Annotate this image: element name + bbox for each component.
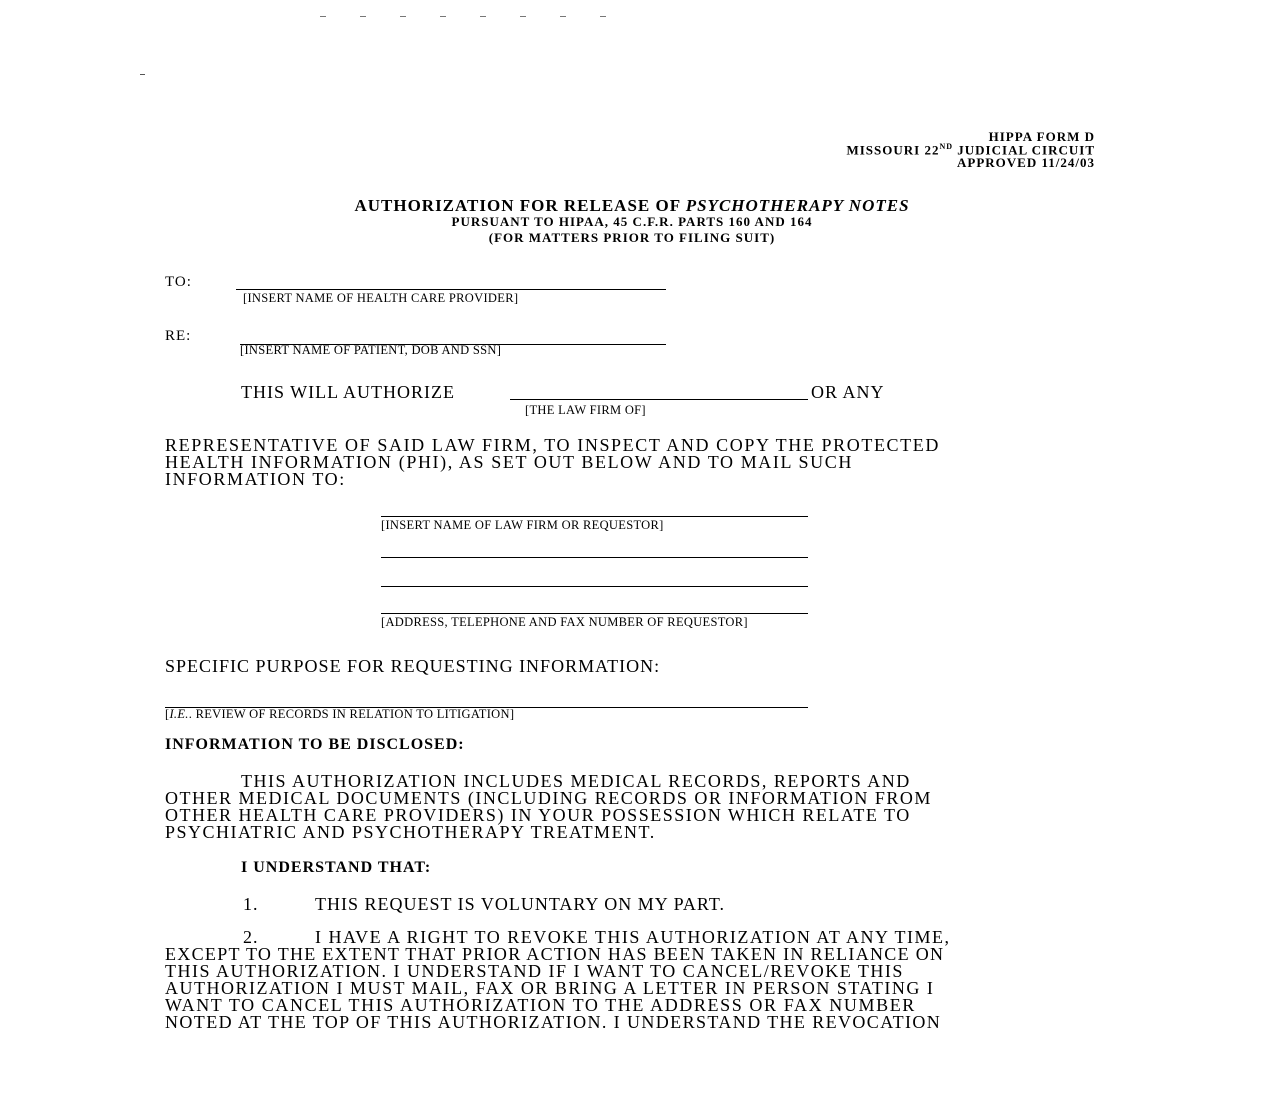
requestor-address-field[interactable]: [381, 586, 808, 587]
re-hint: [INSERT NAME OF PATIENT, DOB AND SSN]: [240, 343, 502, 357]
disclosed-line: OTHER HEALTH CARE PROVIDERS) IN YOUR POSSESSION WHICH RELATE TO: [165, 805, 911, 825]
requestor-name-field[interactable]: [381, 516, 808, 517]
purpose-hint-text: . REVIEW OF RECORDS IN RELATION TO LITIGATION]: [188, 707, 515, 721]
disclosed-line: THIS AUTHORIZATION INCLUDES MEDICAL RECORDS, REPORTS AND: [241, 771, 911, 791]
scan-artifact: [320, 16, 640, 17]
to-label: TO:: [165, 274, 192, 290]
representative-line: REPRESENTATIVE OF SAID LAW FIRM, TO INSPECT AND COPY THE PROTECTED: [165, 435, 940, 455]
disclosed-line: PSYCHIATRIC AND PSYCHOTHERAPY TREATMENT.: [165, 822, 656, 842]
scan-artifact: [140, 74, 145, 75]
purpose-hint-italic: I.E.: [169, 707, 189, 721]
subtitle-2: (FOR MATTERS PRIOR TO FILING SUIT): [488, 230, 776, 245]
item-2-line: AUTHORIZATION I MUST MAIL, FAX OR BRING A LETTER IN PERSON STATING I: [165, 978, 935, 998]
re-label: RE:: [165, 328, 192, 344]
item-2-line: WANT TO CANCEL THIS AUTHORIZATION TO THE ADDRESS OR FAX NUMBER: [165, 995, 916, 1015]
item-number: 2.: [243, 927, 259, 947]
disclosed-line: OTHER MEDICAL DOCUMENTS (INCLUDING RECORDS OR INFORMATION FROM: [165, 788, 932, 808]
title-prefix: AUTHORIZATION FOR RELEASE OF: [354, 196, 686, 215]
title-italic: PSYCHOTHERAPY NOTES: [685, 196, 910, 215]
form-id: HIPPA FORM D: [988, 129, 1095, 144]
law-firm-hint: [THE LAW FIRM OF]: [525, 403, 646, 417]
item-2-line: NOTED AT THE TOP OF THIS AUTHORIZATION. I UNDERSTAND THE REVOCATION: [165, 1012, 942, 1032]
authorize-prefix: THIS WILL AUTHORIZE: [241, 382, 455, 402]
requestor-address-field[interactable]: [381, 557, 808, 558]
representative-line: INFORMATION TO:: [165, 469, 346, 489]
circuit-prefix: MISSOURI 22: [846, 142, 940, 158]
authorize-suffix: OR ANY: [811, 382, 885, 402]
page-title: [0, 197, 1264, 214]
purpose-label: SPECIFIC PURPOSE FOR REQUESTING INFORMATION:: [165, 656, 661, 676]
to-hint: [INSERT NAME OF HEALTH CARE PROVIDER]: [243, 291, 519, 305]
circuit-sup: ND: [939, 142, 954, 151]
understand-heading: I UNDERSTAND THAT:: [241, 859, 432, 876]
approved-date: APPROVED 11/24/03: [957, 155, 1095, 170]
purpose-hint: [I.E.. REVIEW OF RECORDS IN RELATION TO LITIGATION]: [165, 707, 515, 721]
item-2-line: I HAVE A RIGHT TO REVOKE THIS AUTHORIZATION AT ANY TIME,: [315, 927, 951, 947]
to-field[interactable]: [236, 289, 666, 290]
representative-line: HEALTH INFORMATION (PHI), AS SET OUT BELOW AND TO MAIL SUCH: [165, 452, 853, 472]
disclosed-heading: INFORMATION TO BE DISCLOSED:: [165, 736, 465, 753]
circuit-suffix: JUDICIAL CIRCUIT: [953, 142, 1095, 158]
item-1: THIS REQUEST IS VOLUNTARY ON MY PART.: [315, 894, 726, 914]
subtitle: PURSUANT TO HIPAA, 45 C.F.R. PARTS 160 AND 164: [451, 214, 813, 229]
item-number: 1.: [243, 894, 259, 914]
item-2-line: EXCEPT TO THE EXTENT THAT PRIOR ACTION HAS BEEN TAKEN IN RELIANCE ON: [165, 944, 945, 964]
law-firm-field[interactable]: [510, 399, 808, 400]
requestor-name-hint: [INSERT NAME OF LAW FIRM OR REQUESTOR]: [381, 518, 664, 532]
requestor-address-hint: [ADDRESS, TELEPHONE AND FAX NUMBER OF REQUESTOR]: [381, 615, 748, 629]
item-2-line: THIS AUTHORIZATION. I UNDERSTAND IF I WANT TO CANCEL/REVOKE THIS: [165, 961, 904, 981]
requestor-address-field[interactable]: [381, 613, 808, 614]
